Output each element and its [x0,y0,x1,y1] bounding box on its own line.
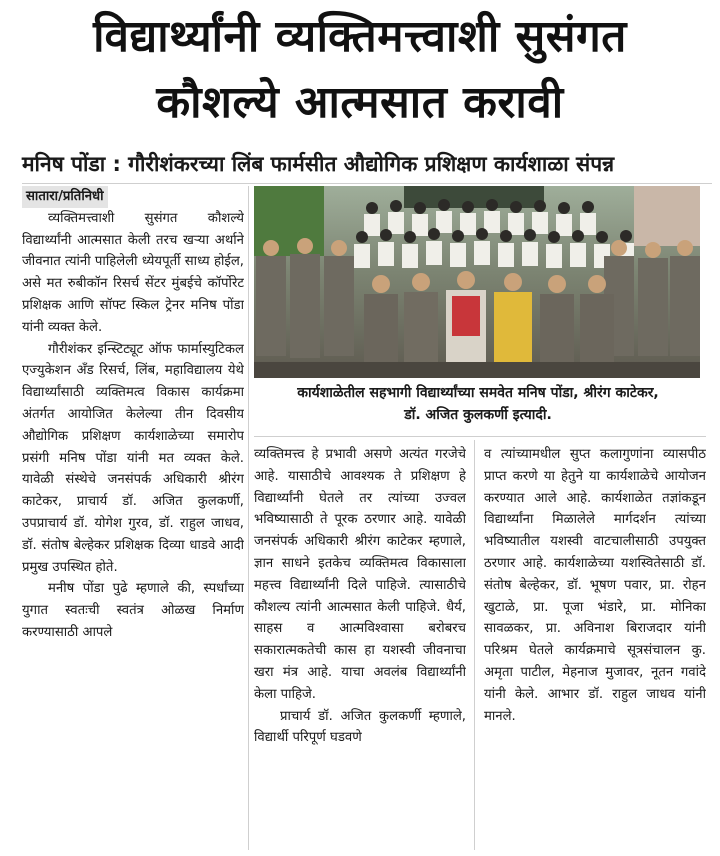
group-photo-illustration [254,186,700,378]
subheadline: मनिष पोंडा : गौरीशंकरच्या लिंब फार्मसीत औद्योगिक प्रशिक्षण कार्यशाळा संपन्न [22,152,615,176]
headline-line-1: विद्यार्थ्यांनी व्यक्तिमत्त्वाशी सुसंगत [93,11,627,62]
caption-divider [254,436,706,437]
group-photo [254,186,700,378]
caption-line-1: कार्यशाळेतील सहभागी विद्यार्थ्यांच्या समवेत मनिष पोंडा, श्रीरंग काटेकर, [297,385,659,401]
article-column-2 [254,444,466,850]
article-column-1 [22,186,244,850]
paragraph-3: मनीष पोंडा पुढे म्हणाले की, स्पर्धांच्या युगात स्वतःची स्वतंत्र ओळख निर्माण करण्यासाठी आपले [22,581,244,640]
headline-line-2: कौशल्ये आत्मसात करावी [156,77,564,128]
subhead-divider [22,183,712,184]
paragraph-6: व त्यांच्यामधील सुप्त कलागुणांना व्यासपीठ प्राप्त करणे या हेतुने या कार्यशाळेचे आयोजन करण्यात आले आहे. कार्यशाळेत तज्ञांकडून विद्यार्थ्यांना मिळालेले मार्गदर्शन त्यांच्या भविष्यातील यशस्वी वाटचालीसाठी उपयुक्त ठरणार आहे. कार्यशाळेच्या यशस्वितेसाठी डॉ. संतोष बेल्हेकर, डॉ. भूषण पवार, प्रा. रोहन खुटाळे, प्रा. पूजा भंडारे, प्रा. मोनिका सावळकर, प्रा. अविनाश बिराजदार यांनी परिश्रम घेतले कार्यक्रमाचे सूत्रसंचालन कु. अमृता पाटील, मेहनाज मुजावर, नूतन गवांदे यांनी केले. आभार डॉ. राहुल जाधव यांनी मानले. [484,447,706,724]
paragraph-2: गौरीशंकर इन्स्टिट्यूट ऑफ फार्मास्युटिकल एज्युकेशन अँड रिसर्च, लिंब, महाविद्यालय येथे विद्यार्थ्यांसाठी व्यक्तिमत्व विकास कार्यक्रमा अंतर्गत आयोजित केलेल्या तीन दिवसीय औद्योगिक प्रशिक्षण कार्यशाळेच्या समारोप प्रसंगी मनिष पोंडा यांनी मत व्यक्त केले. यावेळी संस्थेचे जनसंपर्क अधिकारी श्रीरंग काटेकर, प्राचार्य डॉ. अजित कुलकर्णी, उपप्राचार्य डॉ. योगेश गुरव, डॉ. राहुल जाधव, डॉ. संतोष बेल्हेकर प्रशिक्षक दिव्या धाडवे आदी प्रमुख उपस्थित होते. [22,341,244,575]
column-divider-1 [248,186,249,850]
photo-caption [256,382,700,426]
article-column-3 [484,444,706,850]
caption-line-2: डॉ. अजित कुलकर्णी इत्यादी. [404,407,552,423]
lead-text: व्यक्तिमत्त्वाशी सुसंगत कौशल्ये विद्यार्थ्यांनी आत्मसात केली तरच खऱ्या अर्थाने जीवनात त्यांनी पाहिलेली ध्येयपूर्ती साध्य होईल, असे मत रुबीकॉन रिसर्च सेंटर मुंबईचे कॉर्पोरेट प्रशिक्षक आणि सॉफ्ट स्किल ट्रेनर मनिष पोंडा यांनी व्यक्त केले. [22,210,244,335]
lead-paragraph [22,186,244,339]
dateline: सातारा/प्रतिनिधी [22,186,108,208]
column-divider-2 [474,440,475,850]
paragraph-5: प्राचार्य डॉ. अजित कुलकर्णी म्हणाले, विद्यार्थी परिपूर्ण घडवणे [254,708,466,746]
paragraph-4: व्यक्तिमत्त्व हे प्रभावी असणे अत्यंत गरजेचे आहे. यासाठीचे आवश्यक ते प्रशिक्षण हे विद्यार्थ्यांनी घेतले तर त्यांच्या उज्वल भविष्यासाठी ते पूरक ठरणार आहे. यावेळी जनसंपर्क अधिकारी श्रीरंग काटेकर म्हणाले, ज्ञान साधने इतकेच व्यक्तिमत्व विकासाला महत्त्व विद्यार्थ्यांनी दिले पाहिजे. त्यासाठीचे कौशल्य त्यांनी आत्मसात केली पाहिजे. धैर्य, साहस व आत्मविश्वासा बरोबरच सकारात्मकतेची कास हा यशस्वी जीवनाचा खरा मंत्र आहे. याचा अवलंब विद्यार्थ्यांनी केला पाहिजे. [254,447,466,702]
